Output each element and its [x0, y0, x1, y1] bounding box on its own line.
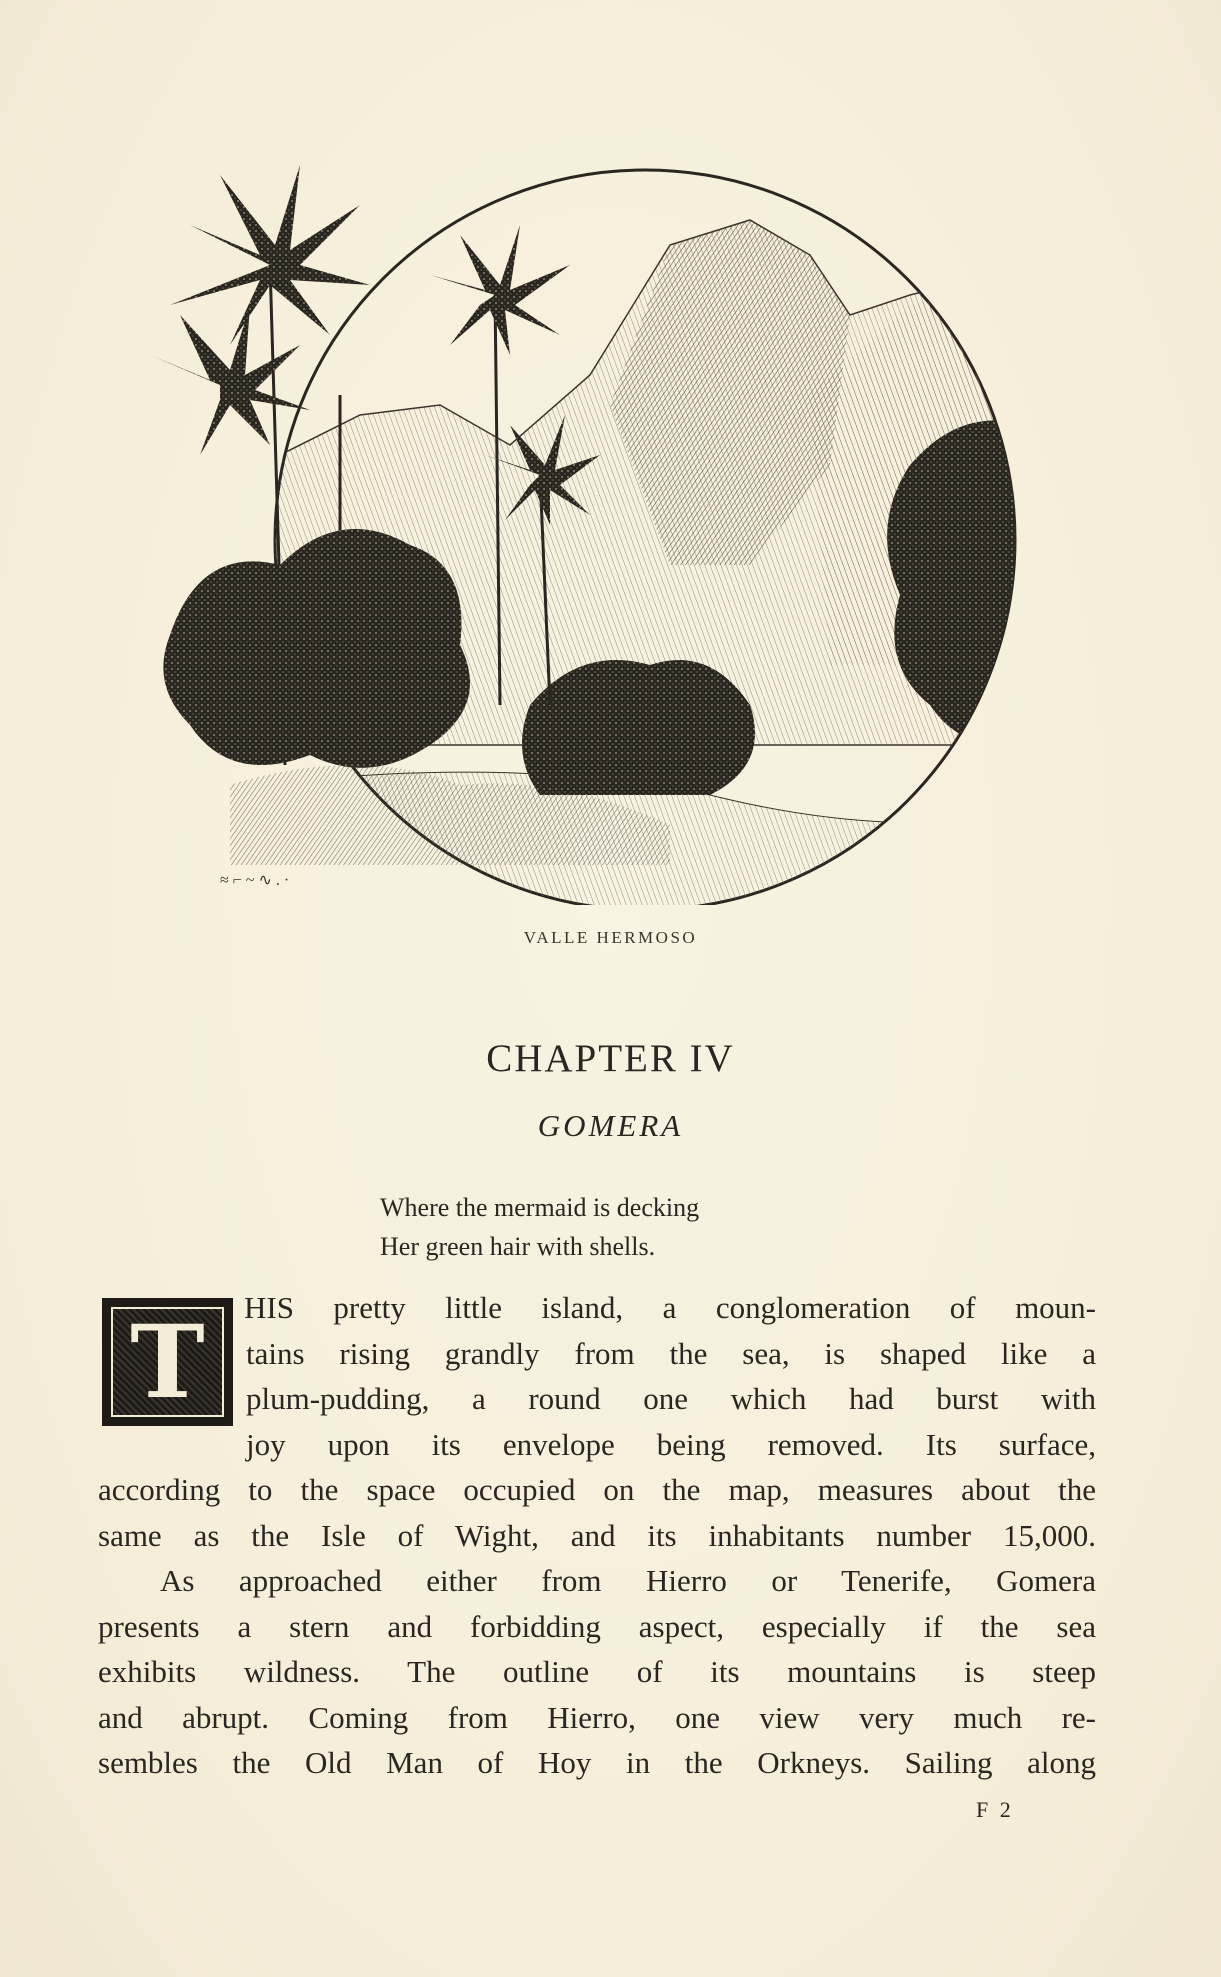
body-line: As approached either from Hierro or Tenerife, Gomera: [160, 1563, 1096, 1598]
drop-cap-letter: T: [130, 1303, 205, 1421]
chapter-subtitle: GOMERA: [537, 1108, 684, 1143]
body-line: joy upon its envelope being removed. Its surface,: [246, 1426, 1096, 1462]
body-line: HIS pretty little island, a conglomeration of moun-: [244, 1290, 1096, 1325]
body-line: according to the space occupied on the map, measures about the: [98, 1472, 1096, 1507]
epigraph: [380, 1188, 699, 1266]
folio-signature: F 2: [976, 1797, 1014, 1822]
chapter-title: CHAPTER IV: [486, 1037, 735, 1080]
illustration-caption: VALLE HERMOSO: [523, 928, 698, 947]
body-text: [98, 1285, 1096, 1786]
body-line: exhibits wildness. The outline of its mountains is steep: [98, 1654, 1096, 1689]
body-line: presents a stern and forbidding aspect, especially if the sea: [98, 1608, 1096, 1644]
body-line: sembles the Old Man of Hoy in the Orkneys. Sailing along: [98, 1745, 1096, 1780]
valle-hermoso-engraving: [110, 145, 1090, 905]
body-line: and abrupt. Coming from Hierro, one view very much re-: [98, 1699, 1096, 1735]
body-line: tains rising grandly from the sea, is shaped like a: [246, 1335, 1096, 1371]
body-line: same as the Isle of Wight, and its inhabitants number 15,000.: [98, 1517, 1096, 1553]
body-line: plum-pudding, a round one which had burst with: [246, 1381, 1096, 1416]
epigraph-line: Her green hair with shells.: [380, 1232, 656, 1261]
svg-text:≈ ⌐ ~ ∿ . ·: ≈ ⌐ ~ ∿ . ·: [220, 872, 290, 889]
epigraph-line: Where the mermaid is decking: [380, 1193, 700, 1222]
